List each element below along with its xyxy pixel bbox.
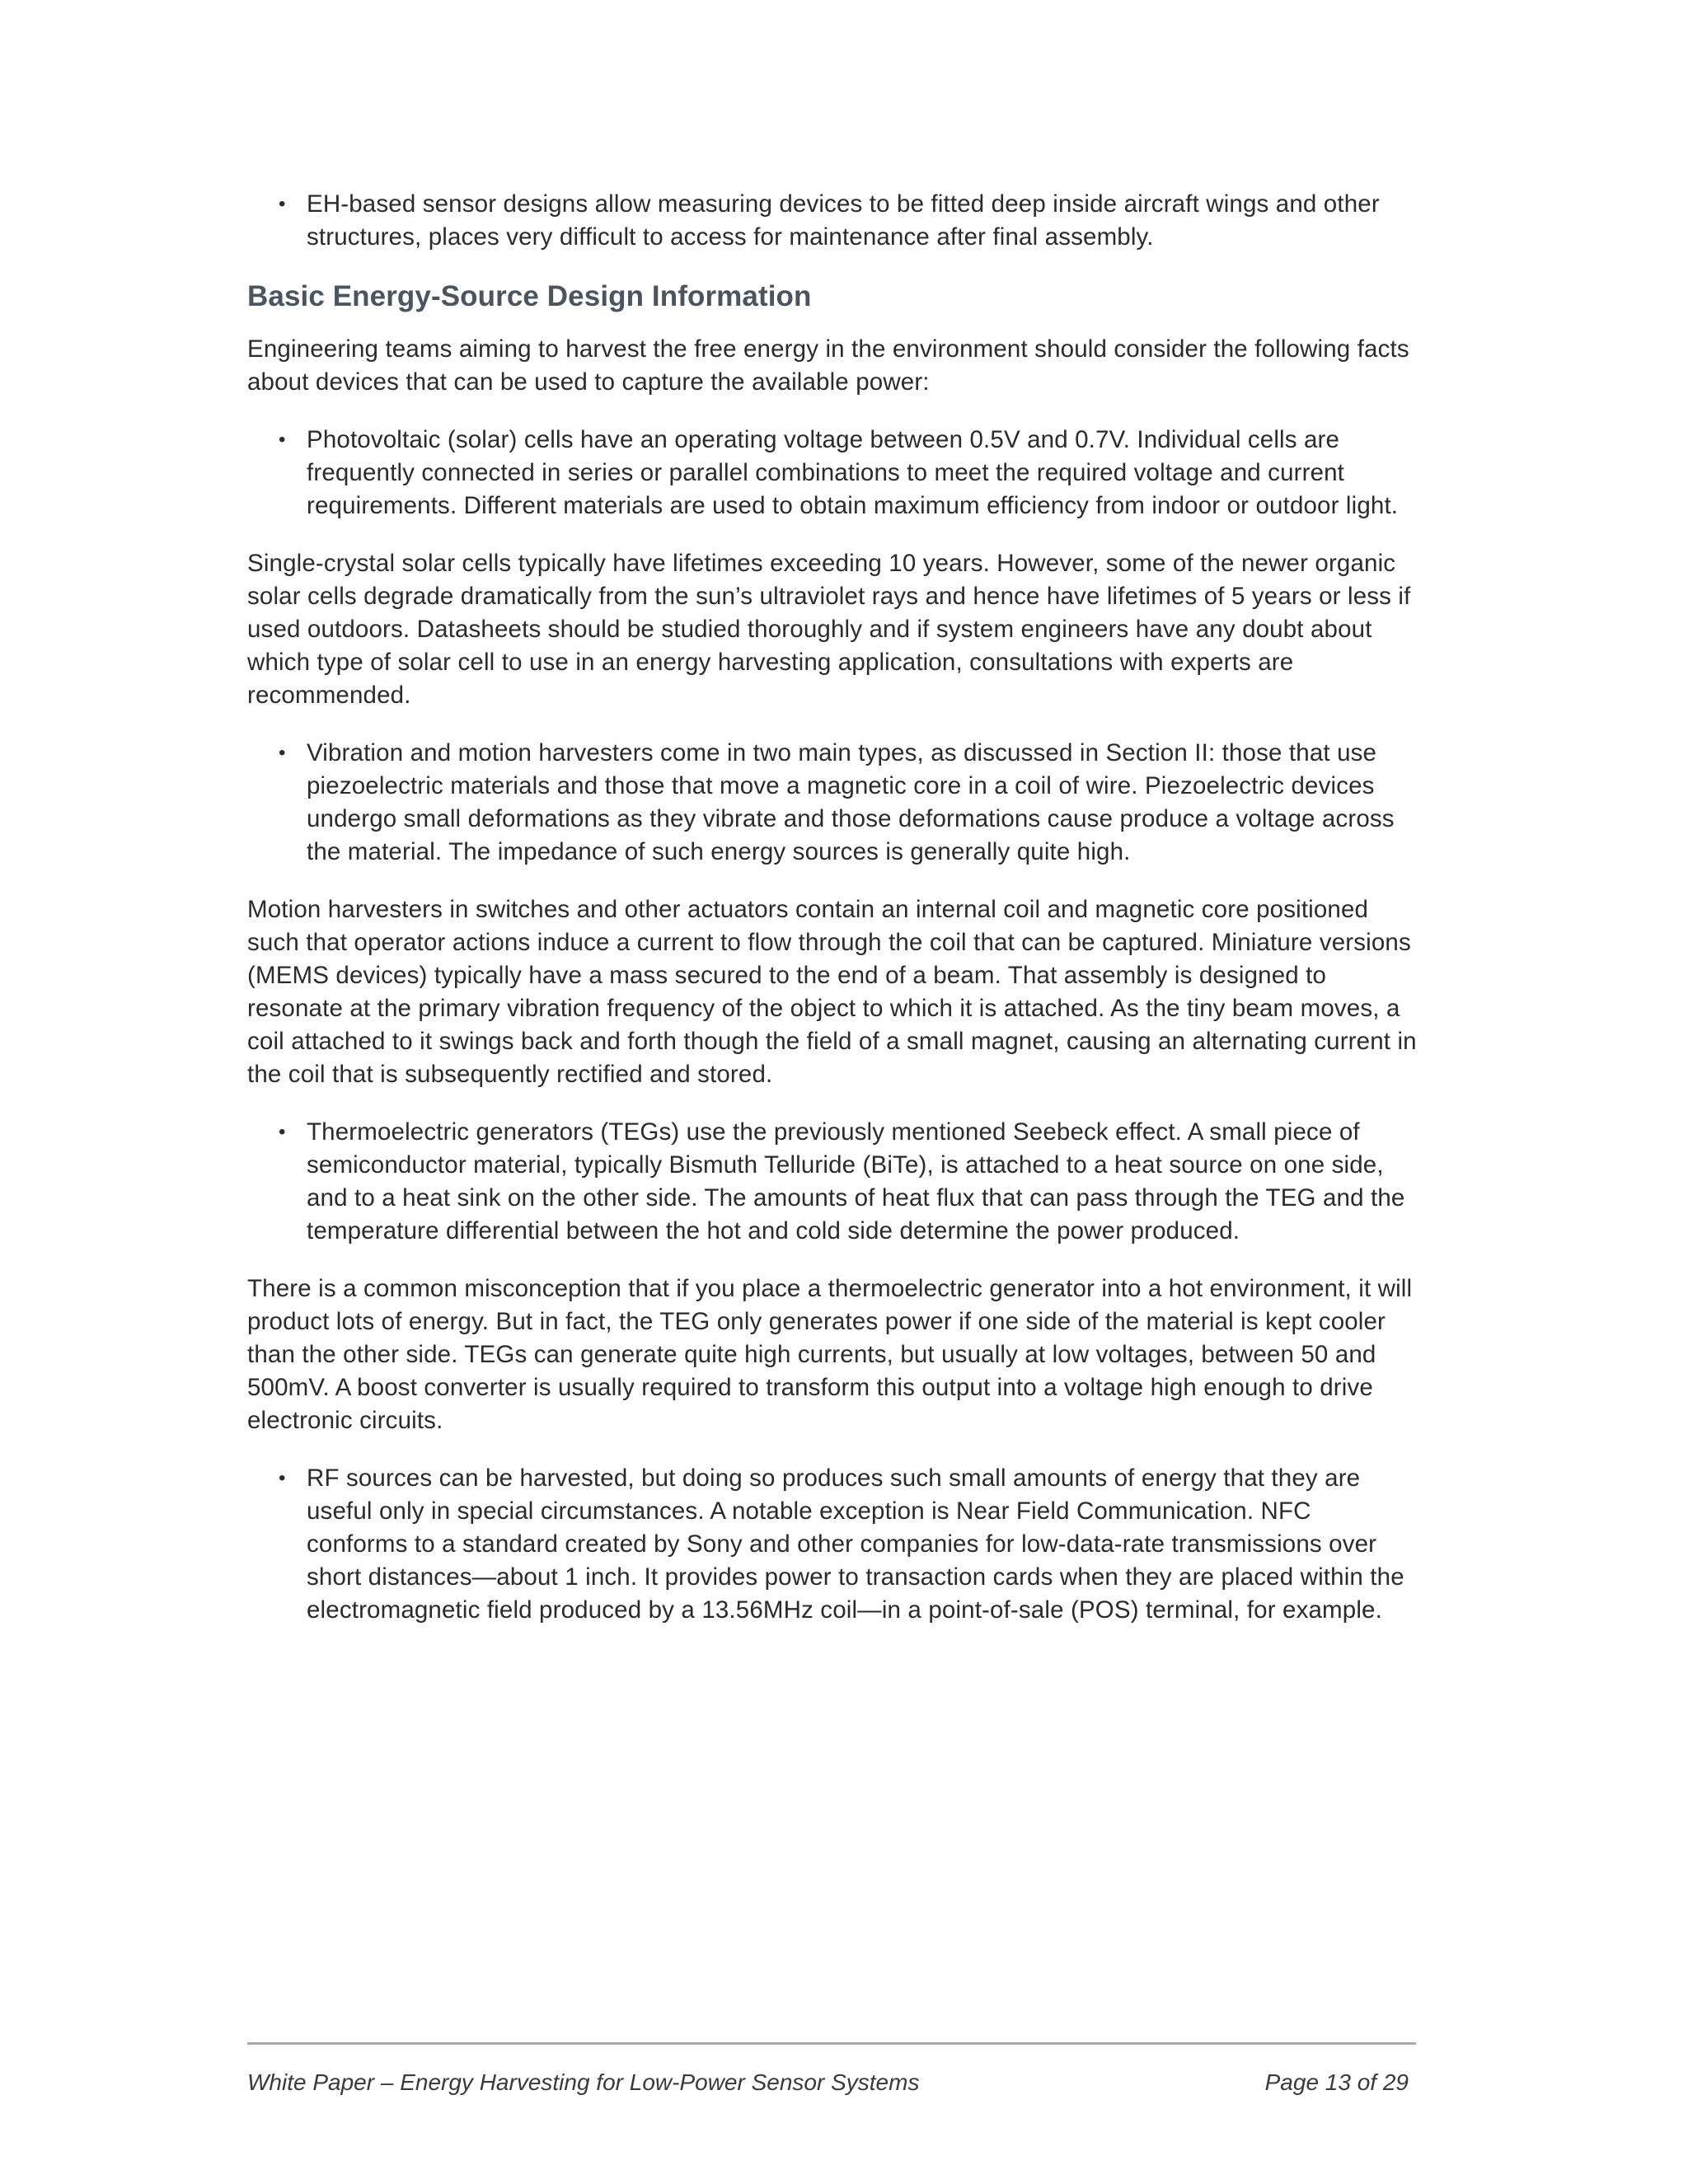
intro-paragraph: Engineering teams aiming to harvest the free energy in the environment should consider the following facts about devices that can be used to capture the available power: — [247, 335, 1409, 396]
bullet-marker: • — [279, 1121, 286, 1143]
footer-page-number: Page 13 of 29 — [1264, 2069, 1409, 2095]
bullet-text: EH-based sensor designs allow measuring devices to be fitted deep inside aircraft wings and other structures, places very difficult to access for maintenance after final assembly. — [307, 190, 1380, 251]
bullet-text: RF sources can be harvested, but doing so produces such small amounts of energy that they are useful only in special circumstances. A notable exception is Near Field Communication. NFC conforms to a standard created by Sony and other companies for low-data-rate transmissions over short distances—about 1 inch. It provides power to transaction cards when they are placed within the electromagnetic field produced by a 13.56MHz coil—in a point-of-sale (POS) terminal, for example. — [307, 1465, 1404, 1624]
document-body — [247, 188, 1418, 1652]
bullet-text: Photovoltaic (solar) cells have an operating voltage between 0.5V and 0.7V. Individual cells are frequently connected in series or parallel combinations to meet the required voltage and current requirements. Different materials are used to obtain maximum efficiency from indoor or outdoor light. — [307, 426, 1399, 519]
bullet-photovoltaic — [247, 424, 1418, 523]
footer-divider — [247, 2042, 1416, 2045]
bullet-marker: • — [279, 193, 286, 215]
solar-lifetime-paragraph: Single-crystal solar cells typically have lifetimes exceeding 10 years. However, some of the newer organic solar cells degrade dramatically from the sun’s ultraviolet rays and hence have lifetimes of 5 years or less if used outdoors. Datasheets should be studied thoroughly and if system engineers have any doubt about which type of solar cell to use in an energy harvesting application, consultations with experts are recommended. — [247, 550, 1411, 709]
section-heading: Basic Energy-Source Design Information — [247, 280, 812, 312]
bullet-marker: • — [279, 429, 286, 451]
bullet-text: Vibration and motion harvesters come in two main types, as discussed in Section II: those that use piezoelectric materials and those that move a magnetic core in a coil of wire. Piezoelectric devices undergo small deformations as they vibrate and those deformations cause produce a voltage across the material. The impedance of such energy sources is generally quite high. — [307, 739, 1395, 865]
teg-misconception-paragraph: There is a common misconception that if you place a thermoelectric generator into a hot environment, it will product lots of energy. But in fact, the TEG only generates power if one side of the material is kept cooler than the other side. TEGs can generate quite high currents, but usually at low voltages, between 50 and 500mV. A boost converter is usually required to transform this output into a voltage high enough to drive electronic circuits. — [247, 1275, 1413, 1434]
bullet-vibration — [247, 737, 1418, 869]
bullet-thermoelectric — [247, 1116, 1418, 1248]
bullet-text: Thermoelectric generators (TEGs) use the previously mentioned Seebeck effect. A small piece of semiconductor material, typically Bismuth Telluride (BiTe), is attached to a heat source on one side, and to a heat sink on the other side. The amounts of heat flux that can pass through the TEG and the temperature differential between the hot and cold side determine the power produced. — [307, 1118, 1405, 1244]
bullet-eh-sensors — [247, 188, 1418, 254]
motion-harvesters-paragraph: Motion harvesters in switches and other actuators contain an internal coil and magnetic core positioned such that operator actions induce a current to flow through the coil that can be captured. Miniature versions (MEMS devices) typically have a mass secured to the end of a beam. That assembly is designed to resonate at the primary vibration frequency of the object to which it is attached. As the tiny beam moves, a coil attached to it swings back and forth though the field of a small magnet, causing an alternating current in the coil that is subsequently rectified and stored. — [247, 896, 1417, 1088]
bullet-rf-sources — [247, 1462, 1418, 1627]
bullet-marker: • — [279, 742, 286, 764]
footer-document-title: White Paper – Energy Harvesting for Low-Power Sensor Systems — [247, 2069, 920, 2095]
bullet-marker: • — [279, 1467, 286, 1489]
